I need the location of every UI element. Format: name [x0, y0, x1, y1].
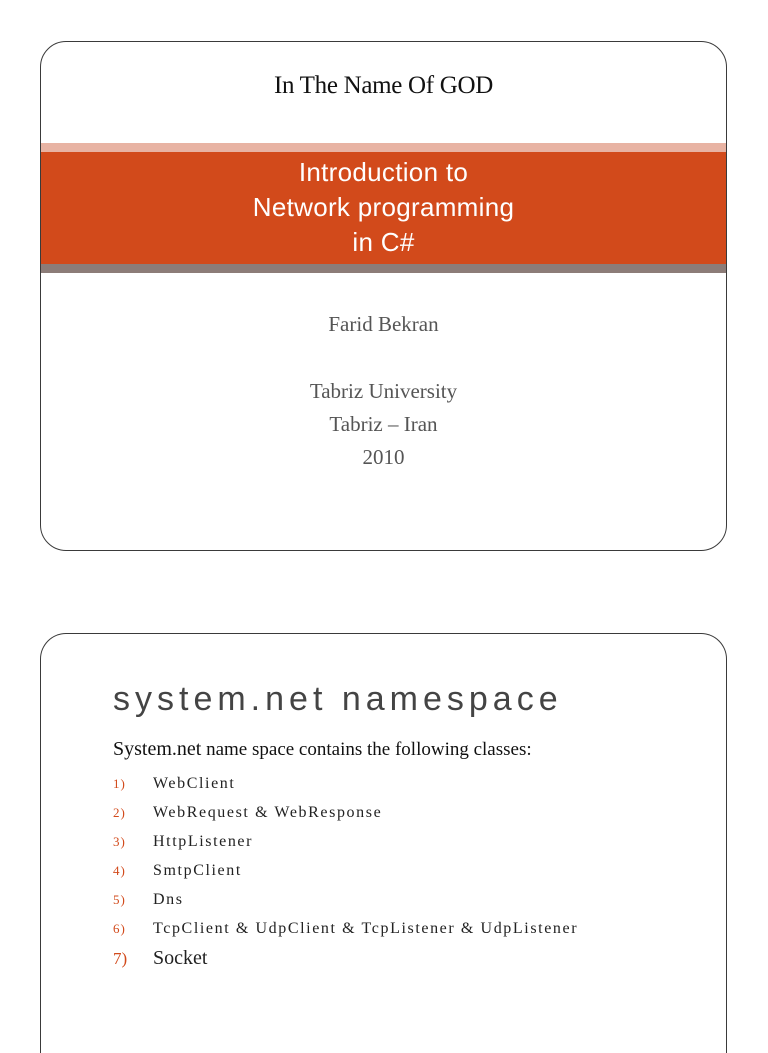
list-item-text: HttpListener — [153, 833, 254, 850]
affiliation-line-2: Tabriz – Iran — [329, 412, 438, 436]
title-line-1: Introduction to — [298, 157, 469, 187]
list-item-text: TcpClient & UdpClient & TcpListener & UdpListener — [153, 920, 579, 937]
list-item-number: 1) — [113, 776, 126, 791]
list-item-text: WebRequest & WebResponse — [153, 804, 383, 821]
intro-rest: name space contains the following classes: — [201, 739, 532, 760]
list-item — [113, 832, 633, 852]
author-name: Farid Bekran — [328, 312, 439, 336]
title-slide — [40, 41, 727, 551]
intro-lead: System.net — [113, 738, 202, 760]
slide-heading: system.net namespace — [113, 680, 563, 718]
title-band — [41, 152, 726, 264]
content-slide — [40, 633, 727, 1053]
affiliation-line-1: Tabriz University — [309, 379, 458, 403]
list-item-number: 7) — [113, 949, 128, 968]
class-list — [113, 774, 633, 977]
intro-text — [113, 738, 532, 761]
list-item-number: 3) — [113, 834, 126, 849]
list-item — [113, 948, 633, 968]
list-item-text: Socket — [153, 947, 208, 969]
title-band-top-stripe — [41, 143, 726, 152]
list-item — [113, 803, 633, 823]
title-line-2: Network programming — [252, 192, 515, 222]
list-item-text: WebClient — [153, 775, 236, 792]
list-item — [113, 774, 633, 794]
list-item-text: Dns — [153, 891, 184, 908]
affiliation-line-3: 2010 — [362, 445, 405, 469]
list-item-text: SmtpClient — [153, 862, 242, 879]
list-item — [113, 890, 633, 910]
list-item-number: 6) — [113, 921, 126, 936]
author-block — [41, 308, 726, 474]
title-band-bottom-stripe — [41, 264, 726, 273]
list-item — [113, 919, 633, 939]
list-item-number: 4) — [113, 863, 126, 878]
list-item-number: 2) — [113, 805, 126, 820]
top-title: In The Name Of GOD — [273, 72, 494, 99]
list-item — [113, 861, 633, 881]
list-item-number: 5) — [113, 892, 126, 907]
title-line-3: in C# — [352, 227, 415, 257]
